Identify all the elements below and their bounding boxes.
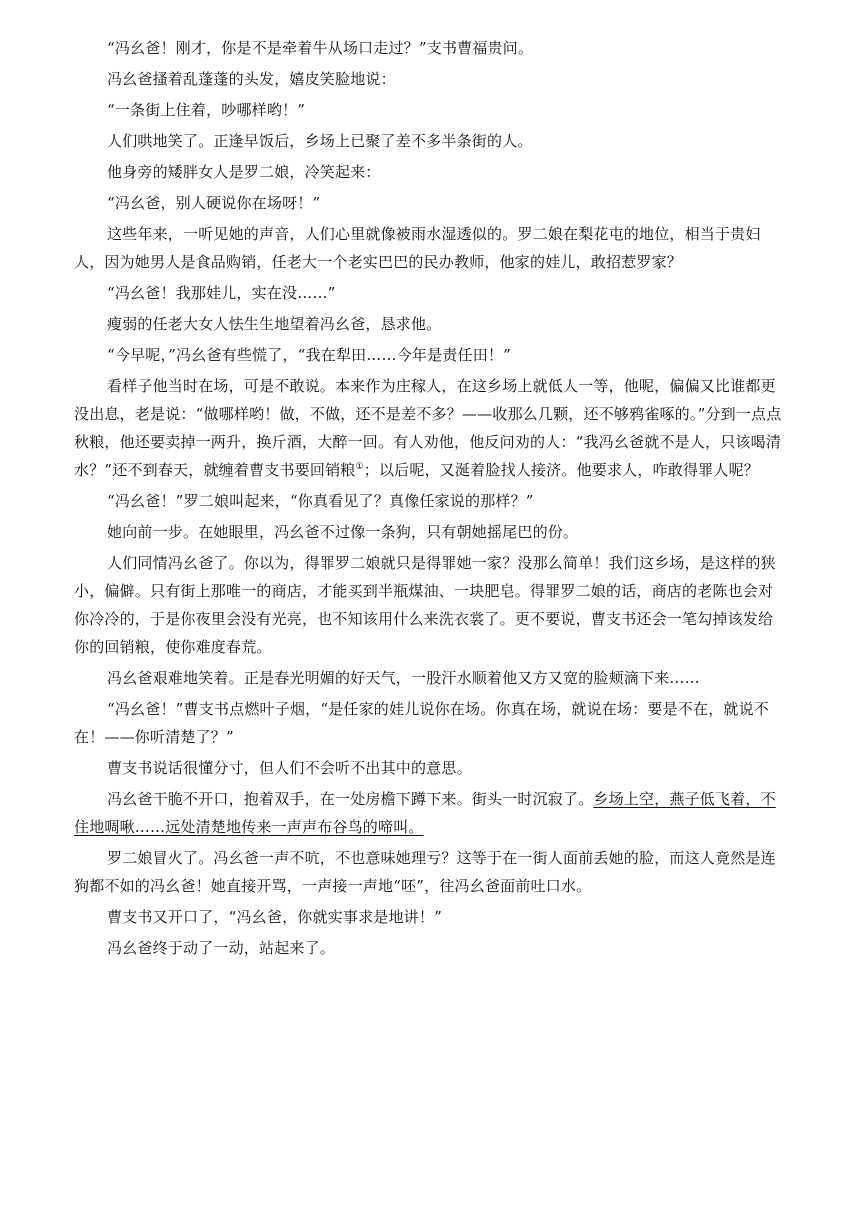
paragraph-9: 瘦弱的任老大女人怯生生地望着冯幺爸，恳求他。: [107, 315, 442, 333]
paragraph-14: 人们同情冯幺爸了。你以为，得罪罗二娘就只是得罪她一家？没那么简单！我们这乡场，是这样的狭小，偏僻。只有街上那唯一的商店，才能买到半瓶煤油、一块肥皂。得罪罗二娘的话，商店的老陈也会对你冷冷的，于是你夜里会没有光亮，也不知该用什么来洗衣裳了。更不要说，曹支书还会一笔勾掉该发给你的回销粮，使你难度春荒。: [74, 554, 776, 656]
paragraph-11-text-end: ；以后呢，又涎着脸找人接济。他要求人，咋敢得罪人呢？: [363, 461, 759, 479]
paragraph-2: 冯幺爸搔着乱蓬蓬的头发，嬉皮笑脸地说：: [107, 70, 396, 88]
paragraph-16: “冯幺爸！”曹支书点燃叶子烟，“是任家的娃儿说你在场。你真在场，就说在场：要是不在，就说不在！——你听清楚了？”: [74, 700, 770, 746]
paragraph-12: “冯幺爸！”罗二娘叫起来，“你真看见了？真像任家说的那样？”: [107, 492, 534, 510]
paragraph-11-text: 看样子他当时在场，可是不敢说。本来作为庄稼人，在这乡场上就低人一等，他呢，偏偏又比谁都更没出息，老是说：“做哪样哟！做，不做，还不是差不多？——收那么几颗，还不够鸦雀啄的。”分到一点点秋粮，他还要卖掉一两升，换斤酒，大醉一回。有人劝他，他反问劝的人：“我冯幺爸就不是人，只该喝清水？”还不到春天，就缠着曹支书要回销粮: [74, 377, 782, 479]
paragraph-11: [74, 372, 788, 487]
paragraph-18: [74, 785, 788, 844]
underlined-passage: 乡场上空，燕子低飞着，不住地啁啾……远处清楚地传来一声声布谷鸟的啼叫。: [74, 790, 776, 836]
paragraph-10: “今早呢，”冯幺爸有些慌了，“我在犁田……今年是责任田！”: [107, 346, 511, 364]
paragraph-17: 曹支书说话很懂分寸，但人们不会听不出其中的意思。: [107, 759, 472, 777]
footnote-marker: ①: [355, 462, 364, 472]
paragraph-5: 他身旁的矮胖女人是罗二娘，冷笑起来：: [107, 163, 381, 181]
paragraph-8: “冯幺爸！我那娃儿，实在没……”: [107, 284, 336, 302]
paragraph-7: 这些年来，一听见她的声音，人们心里就像被雨水湿透似的。罗二娘在梨花屯的地位，相当于贵妇人，因为她男人是食品购销，任老大一个老实巴巴的民办教师，他家的娃儿，敢招惹罗家？: [74, 225, 761, 271]
paragraph-18-text: 冯幺爸干脆不开口，抱着双手，在一处房檐下蹲下来。街头一时沉寂了。: [107, 790, 594, 808]
paragraph-21: 冯幺爸终于动了一动，站起来了。: [107, 939, 336, 957]
story-page: [74, 34, 787, 965]
paragraph-20: 曹支书又开口了，“冯幺爸，你就实事求是地讲！”: [107, 908, 442, 926]
paragraph-19: 罗二娘冒火了。冯幺爸一声不吭，不也意味她理亏？这等于在一街人面前丢她的脸，而这人竟然是连狗都不如的冯幺爸！她直接开骂，一声接一声地“呸”，往冯幺爸面前吐口水。: [74, 849, 776, 895]
paragraph-13: 她向前一步。在她眼里，冯幺爸不过像一条狗，只有朝她摇尾巴的份。: [107, 523, 579, 541]
paragraph-15: 冯幺爸艰难地笑着。正是春光明媚的好天气，一股汗水顺着他又方又宽的脸颊滴下来……: [107, 669, 700, 687]
paragraph-3: “一条街上住着，吵哪样哟！”: [107, 101, 306, 119]
paragraph-1: “冯幺爸！刚才，你是不是牵着牛从场口走过？”支书曹福贵问。: [107, 39, 534, 57]
paragraph-4: 人们哄地笑了。正逢早饭后，乡场上已聚了差不多半条街的人。: [107, 132, 533, 150]
paragraph-6: “冯幺爸，别人硬说你在场呀！”: [107, 194, 321, 212]
